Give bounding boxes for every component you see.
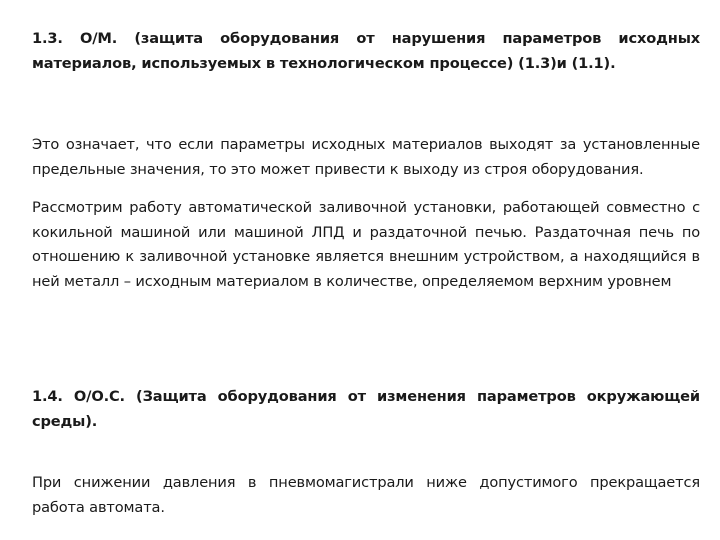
paragraph-pouring-unit: Рассмотрим работу автоматической заливочной установки, работающей совместно с кокильной машиной или машиной ЛПД и раздаточной печью. Раздаточная печь по отношению к заливочной установке является внешним устройством, а находящийся в ней металл – исходным материалом в количестве, определяемом верхним уровнем: [32, 199, 700, 290]
paragraph-consequence: Это означает, что если параметры исходных материалов выходят за установленные предельные значения, то это может привести к выходу из строя оборудования.: [32, 136, 700, 178]
section-heading-1-4: 1.4. О/О.С. (Защита оборудования от изменения параметров окружающей среды).: [32, 388, 700, 430]
section-heading-1-3: 1.3. О/М. (защита оборудования от нарушения параметров исходных материалов, используемых в технологическом процессе) (1.3)и (1.1).: [32, 30, 700, 72]
paragraph-pressure: При снижении давления в пневмомагистрали ниже допустимого прекращается работа автомата.: [32, 474, 700, 516]
